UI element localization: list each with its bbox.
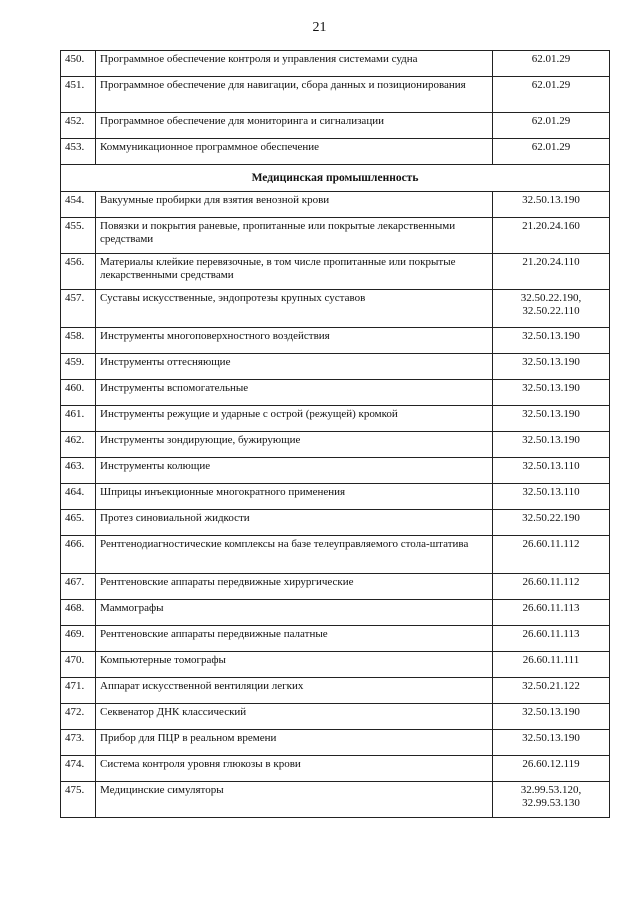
row-number: 452. <box>61 113 96 139</box>
row-code: 32.50.13.190 <box>493 432 610 458</box>
row-number: 475. <box>61 782 96 818</box>
row-name: Инструменты оттесняющие <box>96 354 493 380</box>
table-row <box>61 536 610 574</box>
row-number: 464. <box>61 484 96 510</box>
row-name: Шприцы инъекционные многократного применения <box>96 484 493 510</box>
row-name: Программное обеспечение для навигации, сбора данных и позиционирования <box>96 77 493 113</box>
table-row <box>61 406 610 432</box>
row-code: 32.50.13.190 <box>493 354 610 380</box>
table-row <box>61 678 610 704</box>
row-code: 32.50.22.190, 32.50.22.110 <box>493 290 610 328</box>
table-row <box>61 77 610 113</box>
row-code: 32.50.22.190 <box>493 510 610 536</box>
row-name: Повязки и покрытия раневые, пропитанные или покрытые лекарственными средствами <box>96 218 493 254</box>
row-number: 453. <box>61 139 96 165</box>
table-section-medical <box>61 192 610 818</box>
row-number: 454. <box>61 192 96 218</box>
table-row <box>61 484 610 510</box>
table-row <box>61 510 610 536</box>
row-code: 32.50.13.190 <box>493 704 610 730</box>
table-row <box>61 458 610 484</box>
table-row <box>61 254 610 290</box>
table-row <box>61 290 610 328</box>
row-code: 32.50.13.110 <box>493 484 610 510</box>
row-name: Маммографы <box>96 600 493 626</box>
row-name: Рентгенодиагностические комплексы на базе телеуправляемого стола-штатива <box>96 536 493 574</box>
row-number: 455. <box>61 218 96 254</box>
row-code: 32.50.13.190 <box>493 730 610 756</box>
row-code: 32.50.13.190 <box>493 328 610 354</box>
row-name: Протез синовиальной жидкости <box>96 510 493 536</box>
row-code: 32.99.53.120, 32.99.53.130 <box>493 782 610 818</box>
table-row <box>61 113 610 139</box>
row-number: 451. <box>61 77 96 113</box>
row-number: 457. <box>61 290 96 328</box>
table-row <box>61 380 610 406</box>
row-number: 468. <box>61 600 96 626</box>
row-number: 459. <box>61 354 96 380</box>
row-code: 32.50.13.190 <box>493 406 610 432</box>
table-row <box>61 704 610 730</box>
row-code: 21.20.24.110 <box>493 254 610 290</box>
table-row <box>61 730 610 756</box>
table-section-medical-header <box>61 165 610 192</box>
row-code: 62.01.29 <box>493 77 610 113</box>
row-name: Аппарат искусственной вентиляции легких <box>96 678 493 704</box>
row-number: 462. <box>61 432 96 458</box>
row-name: Система контроля уровня глюкозы в крови <box>96 756 493 782</box>
row-name: Инструменты колющие <box>96 458 493 484</box>
row-number: 469. <box>61 626 96 652</box>
row-name: Инструменты вспомогательные <box>96 380 493 406</box>
row-name: Рентгеновские аппараты передвижные палатные <box>96 626 493 652</box>
table-row <box>61 574 610 600</box>
table-row <box>61 432 610 458</box>
row-code: 62.01.29 <box>493 139 610 165</box>
row-name: Инструменты зондирующие, бужирующие <box>96 432 493 458</box>
row-name: Программное обеспечение контроля и управления системами судна <box>96 51 493 77</box>
row-code: 26.60.11.112 <box>493 574 610 600</box>
row-number: 472. <box>61 704 96 730</box>
table-row <box>61 192 610 218</box>
row-number: 458. <box>61 328 96 354</box>
row-code: 62.01.29 <box>493 113 610 139</box>
row-number: 460. <box>61 380 96 406</box>
table-section-software <box>61 51 610 165</box>
row-name: Программное обеспечение для мониторинга и сигнализации <box>96 113 493 139</box>
row-code: 26.60.11.113 <box>493 626 610 652</box>
row-name: Компьютерные томографы <box>96 652 493 678</box>
row-code: 32.50.21.122 <box>493 678 610 704</box>
table-row <box>61 756 610 782</box>
row-name: Инструменты режущие и ударные с острой (режущей) кромкой <box>96 406 493 432</box>
row-code: 26.60.11.112 <box>493 536 610 574</box>
row-code: 32.50.13.190 <box>493 192 610 218</box>
row-code: 62.01.29 <box>493 51 610 77</box>
table-row <box>61 51 610 77</box>
table-row <box>61 626 610 652</box>
row-code: 26.60.11.113 <box>493 600 610 626</box>
section-title: Медицинская промышленность <box>61 165 610 192</box>
row-number: 450. <box>61 51 96 77</box>
table-row <box>61 328 610 354</box>
row-name: Материалы клейкие перевязочные, в том числе пропитанные или покрытые лекарственными средствами <box>96 254 493 290</box>
table-row <box>61 218 610 254</box>
section-header-row <box>61 165 610 192</box>
row-name: Секвенатор ДНК классический <box>96 704 493 730</box>
row-code: 26.60.11.111 <box>493 652 610 678</box>
row-code: 32.50.13.110 <box>493 458 610 484</box>
row-number: 474. <box>61 756 96 782</box>
row-name: Рентгеновские аппараты передвижные хирургические <box>96 574 493 600</box>
table-row <box>61 600 610 626</box>
products-table <box>60 50 610 818</box>
row-code: 21.20.24.160 <box>493 218 610 254</box>
row-name: Вакуумные пробирки для взятия венозной крови <box>96 192 493 218</box>
table-row <box>61 782 610 818</box>
table-row <box>61 652 610 678</box>
row-number: 470. <box>61 652 96 678</box>
row-number: 465. <box>61 510 96 536</box>
page-number: 21 <box>312 20 327 35</box>
row-number: 461. <box>61 406 96 432</box>
row-number: 456. <box>61 254 96 290</box>
row-name: Коммуникационное программное обеспечение <box>96 139 493 165</box>
row-number: 463. <box>61 458 96 484</box>
row-name: Медицинские симуляторы <box>96 782 493 818</box>
row-name: Прибор для ПЦР в реальном времени <box>96 730 493 756</box>
table-row <box>61 139 610 165</box>
row-code: 32.50.13.190 <box>493 380 610 406</box>
row-name: Инструменты многоповерхностного воздействия <box>96 328 493 354</box>
row-code: 26.60.12.119 <box>493 756 610 782</box>
row-name: Суставы искусственные, эндопротезы крупных суставов <box>96 290 493 328</box>
row-number: 473. <box>61 730 96 756</box>
row-number: 471. <box>61 678 96 704</box>
row-number: 466. <box>61 536 96 574</box>
row-number: 467. <box>61 574 96 600</box>
table-row <box>61 354 610 380</box>
